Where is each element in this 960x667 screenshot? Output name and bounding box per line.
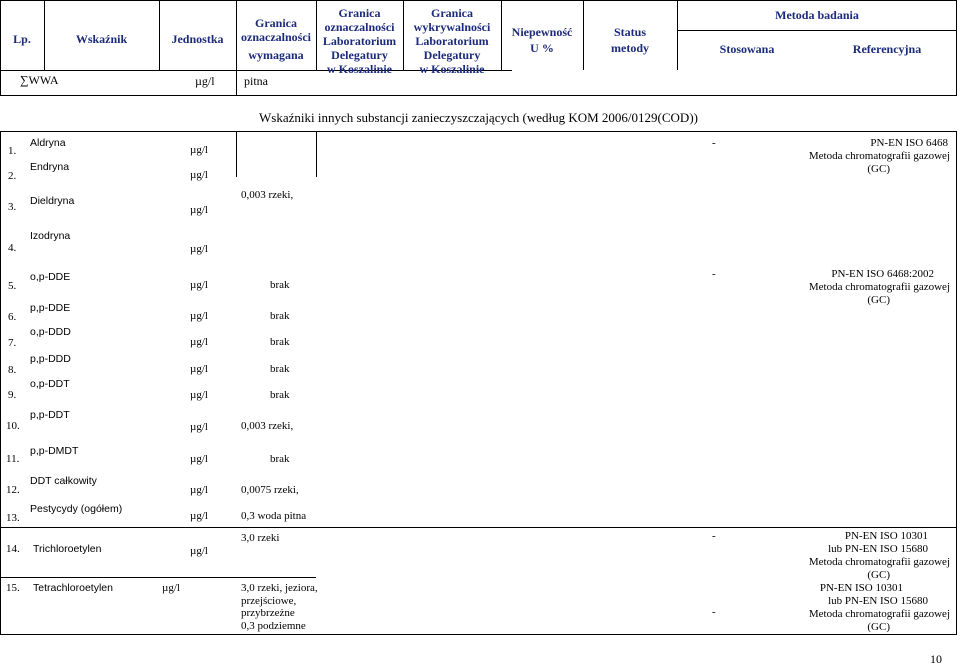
row-name: Tetrachloroetylen [33,582,113,594]
header-wskaznik: Wskaźnik [75,32,128,46]
wwa-unit: µg/l [195,74,215,88]
row-lp: 6. [8,311,17,323]
header-lp: Lp. [13,32,31,46]
row-unit: µg/l [190,144,208,156]
row-name: Trichloroetylen [33,543,102,555]
row-name: p,p-DDD [30,353,71,365]
row-name: Aldryna [30,137,66,149]
row-req: brak [270,389,290,401]
row-unit: µg/l [190,389,208,401]
row-name: Endryna [30,161,70,173]
method-block-3: PN-EN ISO 10301 lub PN-EN ISO 15680 Metoda chromatografii gazowej (GC) [808,530,950,581]
method-dash: - [712,530,716,542]
row-req: 3,0 rzeki [241,532,280,544]
row-name: o,p-DDT [30,378,70,390]
row-lp: 7. [8,337,17,349]
wwa-req: pitna [244,74,268,88]
header-referencyjna: Referencyjna [852,42,922,56]
row-unit: µg/l [162,582,180,594]
row-lp: 1. [8,145,17,157]
row-name: Izodryna [30,230,71,242]
row-name: o,p-DDD [30,326,71,338]
header-granica-wymagana: Granica oznaczalności wymagana [241,16,311,62]
row-lp: 8. [8,364,17,376]
header-granica-lab: Granica oznaczalności Laboratorium Delegatury w Koszalinie [322,6,397,76]
page-number: 10 [930,652,942,666]
row-lp: 11. [6,453,20,465]
method-dash: - [712,268,716,280]
header-granica-wykrywalnosci: Granica wykrywalności Laboratorium Delegatury w Koszalinie [413,6,491,76]
row-lp: 13. [6,512,20,524]
row-req: 0,003 rzeki, [241,420,294,432]
row-lp: 5. [8,280,17,292]
row-req: brak [270,453,290,465]
row-lp: 14. [6,543,20,555]
row-req: 0,003 rzeki, [241,189,294,201]
method-dash: - [712,137,716,149]
method-block-2: PN-EN ISO 6468:2002 Metoda chromatografii gazowej (GC) [808,268,950,306]
row-unit: µg/l [190,204,208,216]
row-req: brak [270,279,290,291]
row-req: brak [270,310,290,322]
row-unit: µg/l [190,421,208,433]
row-req: brak [270,363,290,375]
section-title: Wskaźniki innych substancji zanieczyszczających (według KOM 2006/0129(COD)) [259,110,698,125]
wwa-label: ∑WWA [20,73,59,87]
row-req: 0,0075 rzeki, [241,484,299,496]
method-dash: - [712,606,716,618]
row-lp: 10. [6,420,20,432]
row-lp: 9. [8,389,17,401]
method-block-1: PN-EN ISO 6468 Metoda chromatografii gazowej (GC) [808,137,950,175]
header-niepewnosc: Niepewność U % [511,25,573,55]
row-unit: µg/l [190,545,208,557]
header-stosowana: Stosowana [719,42,775,56]
row-lp: 12. [6,484,20,496]
header-metoda-badania: Metoda badania [775,8,859,22]
row-req: brak [270,336,290,348]
row-lp: 4. [8,242,17,254]
header-table [0,0,957,96]
row-req: 0,3 woda pitna [241,510,307,522]
row-unit: µg/l [190,363,208,375]
row-name: Dieldryna [30,195,75,207]
row-name: Pestycydy (ogółem) [30,503,123,515]
header-status: Status metody [611,25,649,55]
row-name: p,p-DDT [30,409,70,421]
row-unit: µg/l [190,279,208,291]
row-unit: µg/l [190,510,208,522]
row-unit: µg/l [190,169,208,181]
row-name: p,p-DDE [30,302,71,314]
row-unit: µg/l [190,484,208,496]
row-req: 3,0 rzeki, jeziora, przejściowe, przybrzeżne 0,3 podziemne [241,582,318,632]
row-unit: µg/l [190,453,208,465]
row-lp: 2. [8,170,17,182]
row-name: DDT całkowity [30,475,97,487]
row-name: p,p-DMDT [30,445,79,457]
row-unit: µg/l [190,310,208,322]
header-jednostka: Jednostka [171,32,224,46]
row-unit: µg/l [190,243,208,255]
row-lp: 3. [8,201,17,213]
row-name: o,p-DDE [30,271,71,283]
method-block-4: PN-EN ISO 10301 lub PN-EN ISO 15680 Metoda chromatografii gazowej (GC) [808,582,950,633]
row-lp: 15. [6,582,20,594]
row-unit: µg/l [190,336,208,348]
